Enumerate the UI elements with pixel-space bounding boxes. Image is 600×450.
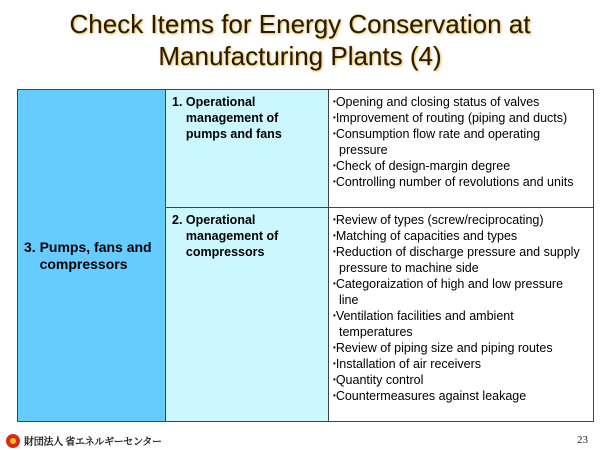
list-item: • Matching of capacities and types [333, 228, 585, 244]
list-item: • Consumption flow rate and operating pressure [333, 126, 585, 158]
table-row [18, 90, 594, 208]
list-item: • Categoraization of high and low pressure line [333, 276, 585, 308]
organization-name: 財団法人 省エネルギーセンター [24, 437, 162, 448]
check-items-list [333, 212, 585, 404]
check-items-list [333, 94, 585, 190]
list-item: • Countermeasures against leakage [333, 388, 585, 404]
list-item: • Review of piping size and piping routes [333, 340, 585, 356]
list-item: • Ventilation facilities and ambient temperatures [333, 308, 585, 340]
category-label: Pumps, fans and compressors [39, 238, 152, 272]
subcategory-cell [166, 208, 329, 422]
check-items-cell [329, 208, 594, 422]
slide-title-line-2: Manufacturing Plants (4) [158, 41, 442, 71]
list-item: • Quantity control [333, 372, 585, 388]
check-items-cell [329, 90, 594, 208]
category-number: 3. [24, 238, 36, 255]
list-item: • Review of types (screw/reciprocating) [333, 212, 585, 228]
subcategory-number: 2. [172, 213, 183, 227]
slide-title-line-1: Check Items for Energy Conservation at [69, 9, 531, 39]
footer-logo [6, 433, 162, 448]
subcategory-number: 1. [172, 95, 183, 109]
list-item: • Controlling number of revolutions and units [333, 174, 585, 190]
list-item: • Opening and closing status of valves [333, 94, 585, 110]
energy-center-logo-icon [6, 434, 20, 448]
category-cell [18, 90, 166, 422]
subcategory-heading: Operational management of pumps and fans [185, 95, 282, 141]
list-item: • Reduction of discharge pressure and supply pressure to machine side [333, 244, 585, 276]
slide-title [0, 8, 600, 72]
check-items-table [17, 89, 594, 422]
list-item: • Installation of air receivers [333, 356, 585, 372]
list-item: • Improvement of routing (piping and ducts) [333, 110, 585, 126]
subcategory-heading: Operational management of compressors [185, 213, 279, 259]
list-item: • Check of design-margin degree [333, 158, 585, 174]
page-number: 23 [577, 434, 588, 446]
subcategory-cell [166, 90, 329, 208]
